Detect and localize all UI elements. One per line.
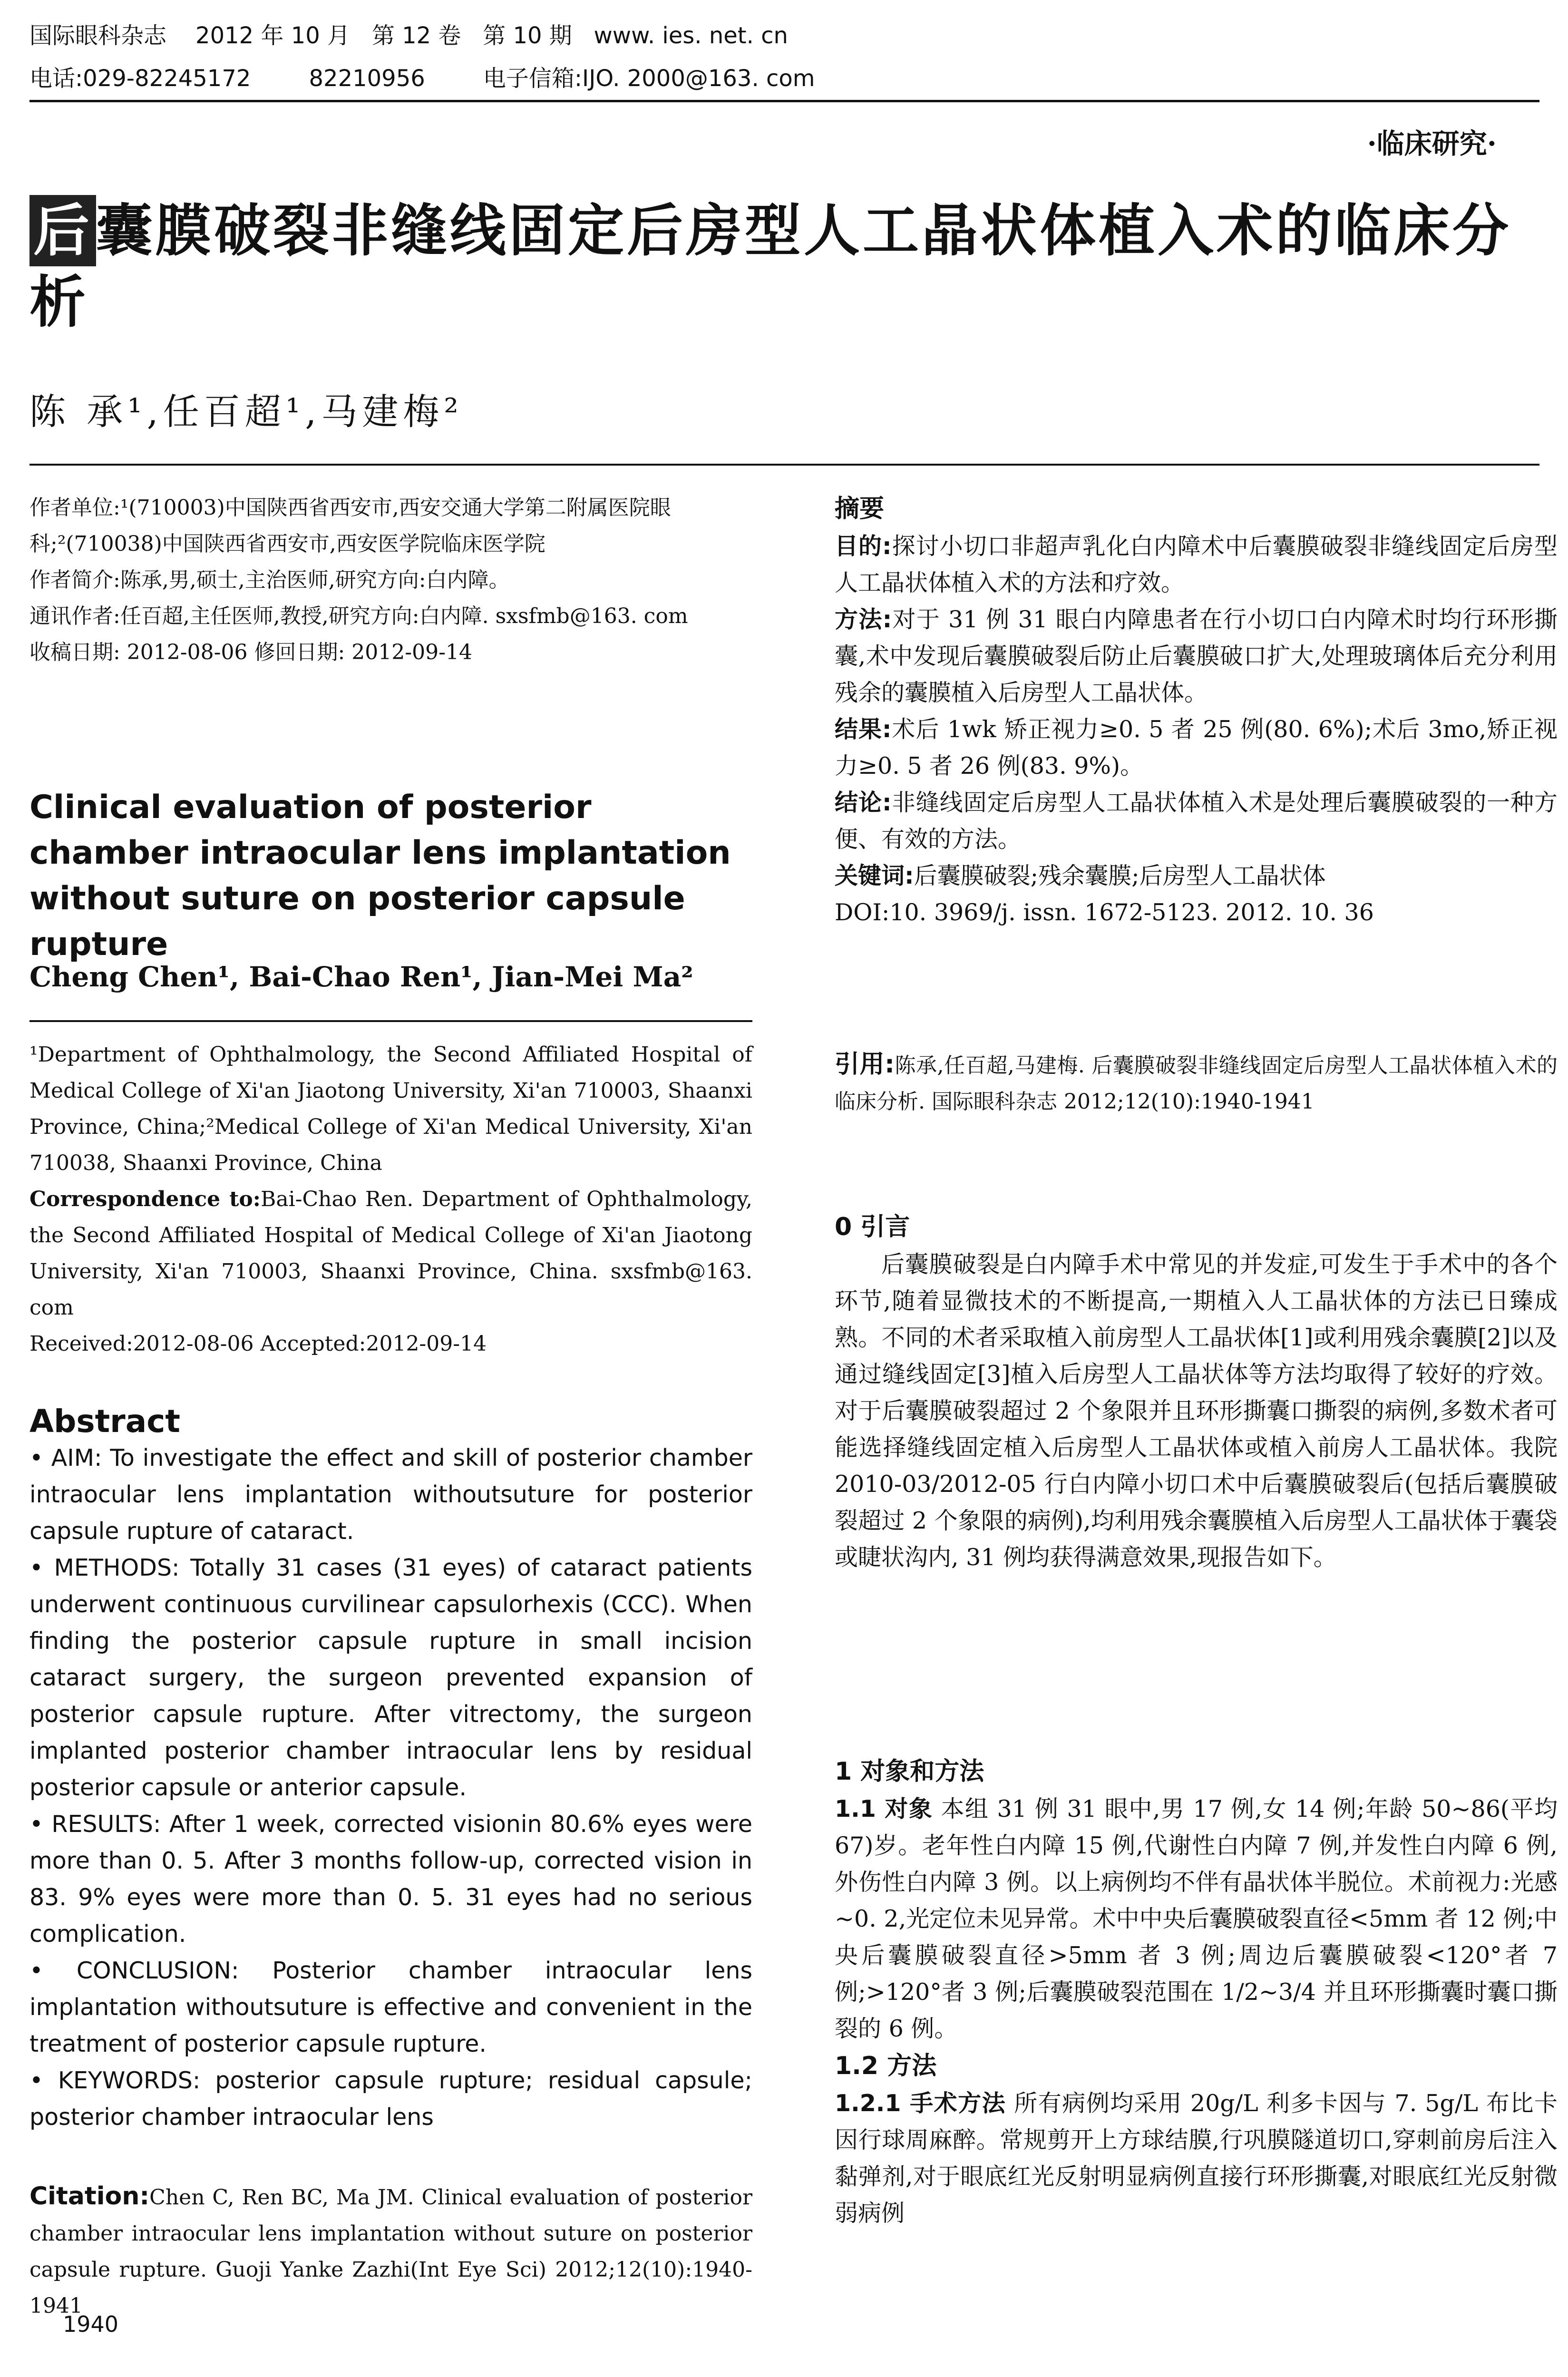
methods-text: 对于 31 例 31 眼白内障患者在行小切口白内障术时均行环形撕囊,术中发现后囊膜破裂后防止后囊膜破口扩大,处理玻璃体后充分利用残余的囊膜植入后房型人工晶状体。	[835, 606, 1558, 706]
citation-en-text: Chen C, Ren BC, Ma JM. Clinical evaluation of posterior chamber intraocular lens implantation without suture on posterior capsule rupture. Guoji Yanke Zazhi(Int Eye Sci) 2012;12(10):1940-1941	[29, 2185, 752, 2318]
subjects-label: 1.1 对象	[835, 1795, 933, 1822]
abstract-keywords: • KEYWORDS: posterior capsule rupture; residual capsule; posterior chamber intraocular lens	[29, 2067, 752, 2131]
title-drop-cap: 后	[29, 195, 96, 266]
citation-en-block	[29, 2178, 752, 2324]
english-title	[29, 785, 752, 967]
journal-header-line2: 电话:029-82245172 82210956 电子信箱:IJO. 2000@163. com	[29, 65, 815, 92]
results-label: 结果:	[835, 716, 892, 743]
correspondence-cn: 通讯作者:任百超,主任医师,教授,研究方向:白内障. sxsfmb@163. com	[29, 604, 688, 628]
methods-section	[835, 1753, 1558, 2231]
title-rest: 囊膜破裂非缝线固定后房型人工晶状体植入术的临床分析	[29, 197, 1512, 335]
english-title-text: Clinical evaluation of posterior chamber intraocular lens implantation without suture on posterior capsule rupture	[29, 789, 731, 963]
abstract-cn-results	[835, 711, 1558, 784]
subjects-para	[835, 1791, 1558, 2047]
citation-en-label: Citation:	[29, 2182, 150, 2211]
abstract-en	[29, 1403, 752, 2135]
keywords-label: 关键词:	[835, 862, 914, 889]
affiliation-cn: 作者单位:¹(710003)中国陕西省西安市,西安交通大学第二附属医院眼科;²(710038)中国陕西省西安市,西安医学院临床医学院	[29, 496, 671, 556]
abstract-cn	[835, 490, 1558, 931]
en-authors-rule	[29, 1020, 752, 1022]
citation-cn-block	[835, 1046, 1558, 1120]
method-subheading: 1.2 方法	[835, 2052, 937, 2080]
dates-cn: 收稿日期: 2012-08-06 修回日期: 2012-09-14	[29, 640, 472, 664]
subjects-text: 本组 31 例 31 眼中,男 17 例,女 14 例;年龄 50~86(平均 67)岁。老年性白内障 15 例,代谢性白内障 7 例,并发性白内障 6 例,外伤性白内障 3 例。以上病例均不伴有晶状体半脱位。术前视力:光感~0. 2,光定位未见异常。术中中央后囊膜破裂直径<5mm 者 12 例;中央后囊膜破裂直径>5mm 者 3 例;周边后囊膜破裂<120°者 7 例;>120°者 3 例;后囊膜破裂范围在 1/2~3/4 并且环形撕囊时囊口撕裂的 6 例。	[835, 1795, 1558, 2042]
abstract-results: • RESULTS: After 1 week, corrected visionin 80.6% eyes were more than 0. 5. After 3 months follow-up, corrected vision in 83. 9% eyes were more than 0. 5. 31 eyes had no serious complication.	[29, 1811, 752, 1948]
author-intro-cn: 作者简介:陈承,男,硕士,主治医师,研究方向:白内障。	[29, 568, 510, 592]
journal-header-line1: 国际眼科杂志 2012 年 10 月 第 12 卷 第 10 期 www. ies. net. cn	[29, 22, 788, 49]
citation-cn-text: 陈承,任百超,马建梅. 后囊膜破裂非缝线固定后房型人工晶状体植入术的临床分析. 国际眼科杂志 2012;12(10):1940-1941	[835, 1053, 1558, 1114]
abstract-cn-conclusion	[835, 784, 1558, 857]
keywords-text: 后囊膜破裂;残余囊膜;后房型人工晶状体	[914, 862, 1326, 889]
citation-en	[29, 2178, 752, 2324]
en-correspondence	[29, 1181, 752, 1326]
abstract-conclusion: • CONCLUSION: Posterior chamber intraocular lens implantation withoutsuture is effective and convenient in the treatment of posterior capsule rupture.	[29, 1957, 752, 2057]
intro-section	[835, 1208, 1558, 1576]
conclusion-label: 结论:	[835, 789, 892, 816]
surgery-text: 所有病例均采用 20g/L 利多卡因与 7. 5g/L 布比卡因行球周麻醉。常规剪开上方球结膜,行巩膜隧道切口,穿刺前房后注入黏弹剂,对于眼底红光反射明显病例直接行环形撕囊,对眼底红光反射微弱病例	[835, 2090, 1558, 2227]
correspondence-label: Correspondence to:	[29, 1187, 261, 1211]
authors-cn: 陈 承¹,任百超¹,马建梅²	[29, 390, 463, 433]
page-title	[29, 195, 1539, 338]
english-authors: Cheng Chen¹, Bai-Chao Ren¹, Jian-Mei Ma²	[29, 961, 693, 993]
abstract-cn-keywords	[835, 857, 1558, 894]
conclusion-text: 非缝线固定后房型人工晶状体植入术是处理后囊膜破裂的一种方便、有效的方法。	[835, 789, 1558, 853]
methods-heading: 1 对象和方法	[835, 1757, 984, 1786]
abstract-cn-heading: 摘要	[835, 495, 885, 523]
intro-text: 后囊膜破裂是白内障手术中常见的并发症,可发生于手术中的各个环节,随着显微技术的不断提高,一期植入人工晶状体的方法已日臻成熟。不同的术者采取植入前房型人工晶状体[1]或利用残余囊膜[2]以及通过缝线固定[3]植入后房型人工晶状体等方法均取得了较好的疗效。对于后囊膜破裂超过 2 个象限并且环形撕囊口撕裂的病例,多数术者可能选择缝线固定植入后房型人工晶状体或植入前房人工晶状体。我院 2010-03/2012-05 行白内障小切口术中后囊膜破裂后(包括后囊膜破裂超过 2 个象限的病例),均利用残余囊膜植入后房型人工晶状体于囊袋或睫状沟内, 31 例均获得满意效果,现报告如下。	[835, 1251, 1558, 1571]
abstract-heading: Abstract	[29, 1403, 180, 1440]
en-received: Received:2012-08-06 Accepted:2012-09-14	[29, 1332, 487, 1356]
en-affiliation: ¹Department of Ophthalmology, the Second Affiliated Hospital of Medical College of Xi'an Jiaotong University, Xi'an 710003, Shaanxi Province, China;²Medical College of Xi'an Medical University, Xi'an 710038, Shaanxi Province, China	[29, 1042, 752, 1175]
abstract-aim: • AIM: To investigate the effect and skill of posterior chamber intraocular lens implantation withoutsuture for posterior capsule rupture of cataract.	[29, 1444, 752, 1545]
correspondence-text: Bai-Chao Ren. Department of Ophthalmology, the Second Affiliated Hospital of Medical College of Xi'an Jiaotong University, Xi'an 710003, Shaanxi Province, China. sxsfmb@163. com	[29, 1187, 752, 1320]
title-rule	[29, 464, 1539, 466]
abstract-cn-methods	[835, 601, 1558, 711]
en-affiliation-block	[29, 1037, 752, 1362]
section-label: ·临床研究·	[1367, 127, 1497, 160]
aim-text: 探讨小切口非超声乳化白内障术中后囊膜破裂非缝线固定后房型人工晶状体植入术的方法和疗效。	[835, 533, 1558, 596]
aim-label: 目的:	[835, 533, 892, 560]
surgery-para	[835, 2085, 1558, 2231]
abstract-methods: • METHODS: Totally 31 cases (31 eyes) of cataract patients underwent continuous curvilinear capsulorhexis (CCC). When finding the posterior capsule rupture in small incision cataract surgery, the surgeon prevented expansion of posterior capsule rupture. After vitrectomy, the surgeon implanted posterior chamber intraocular lens by residual posterior capsule or anterior capsule.	[29, 1554, 752, 1801]
affiliation-cn-block	[29, 490, 752, 671]
intro-heading: 0 引言	[835, 1213, 910, 1241]
methods-label: 方法:	[835, 606, 892, 633]
surgery-label: 1.2.1 手术方法	[835, 2090, 1006, 2117]
page-number: 1940	[63, 2311, 119, 2337]
results-text: 术后 1wk 矫正视力≥0. 5 者 25 例(80. 6%);术后 3mo,矫正视力≥0. 5 者 26 例(83. 9%)。	[835, 716, 1558, 779]
citation-cn	[835, 1046, 1558, 1120]
header-rule	[29, 100, 1539, 102]
abstract-cn-aim	[835, 528, 1558, 601]
citation-cn-label: 引用:	[835, 1050, 895, 1079]
doi: DOI:10. 3969/j. issn. 1672-5123. 2012. 10. 36	[835, 899, 1374, 926]
